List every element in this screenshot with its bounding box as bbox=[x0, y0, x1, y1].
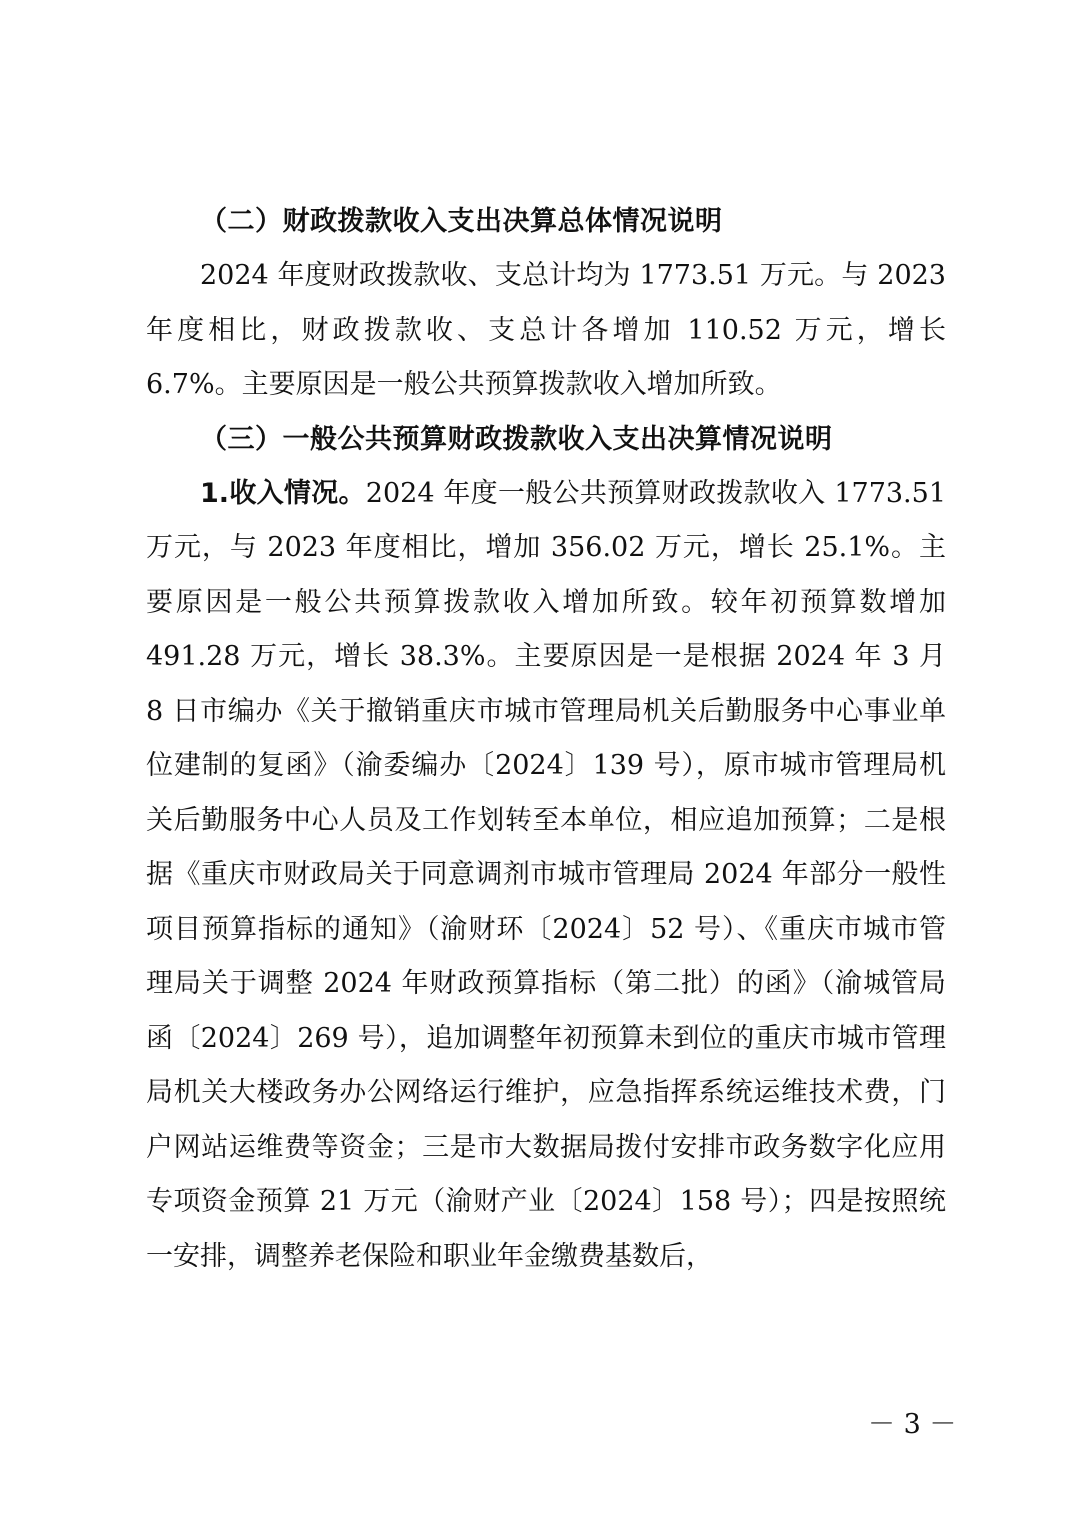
paragraph-income bbox=[146, 467, 946, 1285]
section-heading-fiscal-overview: （二）财政拨款收入支出决算总体情况说明 bbox=[200, 206, 723, 237]
paragraph-fiscal-overview: 2024 年度财政拨款收、支总计均为 1773.51 万元。与 2023 年度相比，财政拨款收、支总计各增加 110.52 万元，增长 6.7%。主要原因是一般公共预算拨款收入增加所致。 bbox=[146, 260, 946, 400]
document-body bbox=[146, 195, 946, 1284]
paragraph-income-body: 2024 年度一般公共预算财政拨款收入 1773.51 万元，与 2023 年度相比，增加 356.02 万元，增长 25.1%。主要原因是一般公共预算拨款收入增加所致。较年初预算数增加 491.28 万元，增长 38.3%。主要原因是一是根据 2024 年 3 月 8 日市编办《关于撤销重庆市城市管理局机关后勤服务中心事业单位建制的复函》（渝委编办〔2024〕139 号），原市城市管理局机关后勤服务中心人员及工作划转至本单位，相应追加预算；二是根据《重庆市财政局关于同意调剂市城市管理局 2024 年部分一般性项目预算指标的通知》（渝财环〔2024〕52 号）、《重庆市城市管理局关于调整 2024 年财政预算指标（第二批）的函》（渝城管局函〔2024〕269 号），追加调整年初预算未到位的重庆市城市管理局机关大楼政务办公网络运行维护，应急指挥系统运维技术费，门户网站运维费等资金；三是市大数据局拨付安排市政务数字化应用专项资金预算 21 万元（渝财产业〔2024〕158 号）；四是按照统一安排，调整养老保险和职业年金缴费基数后， bbox=[146, 477, 946, 1272]
paragraph-income-lead: 1.收入情况。 bbox=[200, 477, 366, 509]
page-number: － 3 － bbox=[868, 1409, 957, 1440]
section-heading-general-budget: （三）一般公共预算财政拨款收入支出决算情况说明 bbox=[200, 423, 833, 455]
